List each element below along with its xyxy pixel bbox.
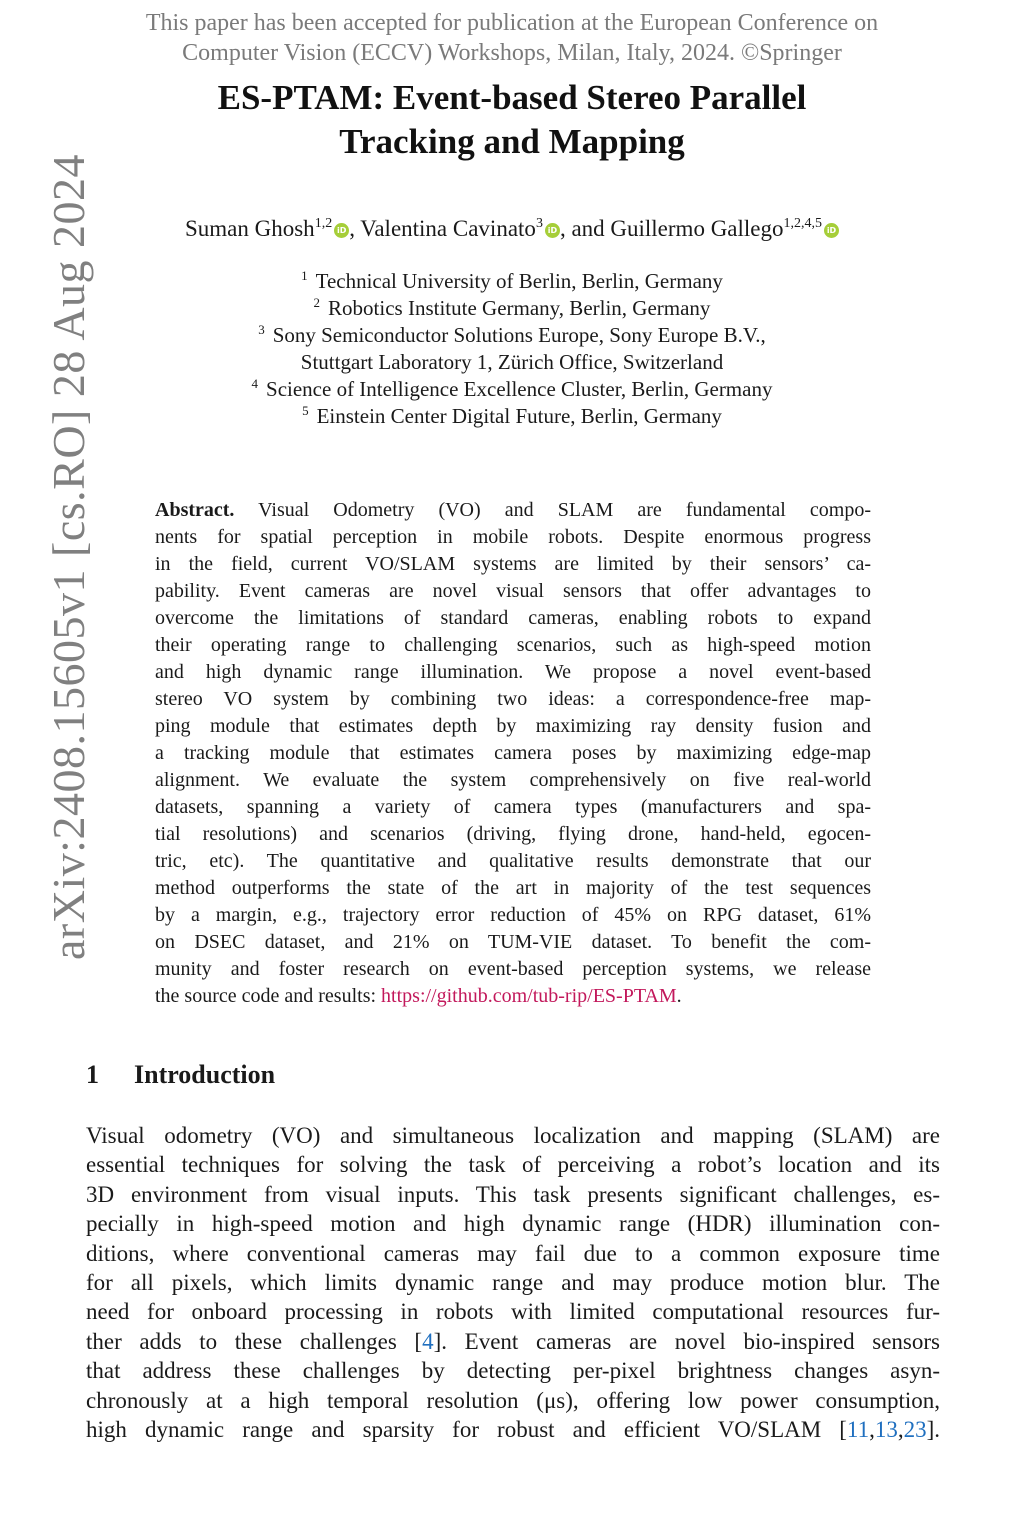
body-line: that address these challenges by detecting per-pixel brightness changes asyn- bbox=[86, 1358, 940, 1384]
abstract-line: and high dynamic range illumination. We propose a novel event-based bbox=[155, 661, 871, 683]
author-affil-marker: 3 bbox=[535, 216, 543, 231]
section-title: Introduction bbox=[134, 1060, 276, 1089]
abstract-text: the source code and results: bbox=[155, 985, 382, 1007]
author-separator: , and bbox=[559, 216, 611, 241]
abstract-line: in the field, current VO/SLAM systems are limited by their sensors’ ca- bbox=[155, 553, 871, 575]
orcid-icon[interactable]: iD bbox=[334, 223, 349, 238]
author-affil-marker: 1,2,4,5 bbox=[783, 216, 823, 231]
abstract-line: stereo VO system by combining two ideas: a correspondence-free map- bbox=[155, 688, 871, 710]
abstract-text: . bbox=[676, 985, 682, 1007]
author-name: Suman Ghosh bbox=[184, 216, 315, 241]
abstract-line: a tracking module that estimates camera poses by maximizing edge-map bbox=[155, 742, 871, 764]
abstract-line: their operating range to challenging scenarios, such as high-speed motion bbox=[155, 634, 871, 656]
body-line: ditions, where conventional cameras may fail due to a common exposure time bbox=[86, 1240, 940, 1266]
affiliation-text: Technical University of Berlin, Berlin, Germany bbox=[315, 269, 723, 293]
body-line: chronously at a high temporal resolution (μs), offering low power consumption, bbox=[86, 1387, 940, 1413]
body-text: ]. Event cameras are novel bio-inspired sensors bbox=[433, 1328, 940, 1354]
body-line: 3D environment from visual inputs. This task presents significant challenges, es- bbox=[86, 1181, 940, 1207]
author-affil-marker: 1,2 bbox=[314, 216, 333, 231]
paper-title bbox=[0, 76, 1024, 164]
affiliation-number: 1 bbox=[301, 268, 308, 283]
author-name: Valentina Cavinato bbox=[360, 216, 536, 241]
affiliation-number: 2 bbox=[313, 295, 321, 310]
orcid-icon[interactable]: iD bbox=[824, 223, 839, 238]
abstract-line: tric, etc). The quantitative and qualitative results demonstrate that our bbox=[155, 850, 871, 872]
abstract-line: nents for spatial perception in mobile robots. Despite enormous progress bbox=[155, 526, 871, 548]
code-link[interactable]: https://github.com/tub-rip/ES-PTAM bbox=[381, 985, 677, 1007]
affiliation-item bbox=[0, 349, 1024, 376]
abstract-line: method outperforms the state of the art in majority of the test sequences bbox=[155, 877, 871, 899]
author-list bbox=[0, 214, 1024, 244]
body-text: ther adds to these challenges [ bbox=[86, 1328, 423, 1354]
citation-link[interactable]: 23 bbox=[903, 1416, 927, 1442]
body-text: high dynamic range and sparsity for robust and efficient VO/SLAM [ bbox=[86, 1416, 847, 1442]
section-number: 1 bbox=[86, 1060, 99, 1089]
orcid-icon[interactable]: iD bbox=[545, 223, 560, 238]
citation-link[interactable]: 13 bbox=[874, 1416, 898, 1442]
body-line bbox=[86, 1327, 940, 1356]
affiliation-number: 3 bbox=[258, 322, 265, 337]
section-heading bbox=[86, 1058, 275, 1092]
abstract-line bbox=[155, 497, 871, 524]
abstract-text: Visual Odometry (VO) and SLAM are fundamental compo- bbox=[234, 499, 871, 521]
title-line: ES-PTAM: Event-based Stereo Parallel bbox=[217, 78, 807, 117]
body-line: need for onboard processing in robots with limited computational resources fur- bbox=[86, 1299, 940, 1325]
affiliation-text: Science of Intelligence Excellence Cluster, Berlin, Germany bbox=[266, 377, 773, 401]
affiliation-item bbox=[0, 376, 1024, 403]
abstract-label: Abstract. bbox=[155, 499, 235, 521]
affiliation-number: 5 bbox=[302, 403, 309, 418]
abstract-line: ping module that estimates depth by maximizing ray density fusion and bbox=[155, 715, 871, 737]
body-text: ]. bbox=[926, 1416, 940, 1442]
abstract-line: alignment. We evaluate the system comprehensively on five real-world bbox=[155, 769, 871, 791]
citation-link[interactable]: 11 bbox=[846, 1416, 870, 1442]
author-name: Guillermo Gallego bbox=[610, 216, 784, 241]
citation-separator: , bbox=[897, 1416, 904, 1442]
title-line: Tracking and Mapping bbox=[339, 122, 685, 161]
publication-notice bbox=[0, 8, 1024, 68]
affiliation-item bbox=[0, 295, 1024, 322]
affiliation-list bbox=[0, 268, 1024, 430]
affiliation-item bbox=[0, 268, 1024, 295]
abstract-line: by a margin, e.g., trajectory error reduction of 45% on RPG dataset, 61% bbox=[155, 904, 871, 926]
body-line bbox=[86, 1415, 940, 1444]
body-line: essential techniques for solving the task of perceiving a robot’s location and its bbox=[86, 1152, 940, 1178]
affiliation-number: 4 bbox=[251, 376, 259, 391]
affiliation-text: Stuttgart Laboratory 1, Zürich Office, Switzerland bbox=[300, 350, 724, 374]
abstract-line: tial resolutions) and scenarios (driving, flying drone, hand-held, egocen- bbox=[155, 823, 871, 845]
abstract bbox=[155, 497, 871, 1010]
publication-notice-line: Computer Vision (ECCV) Workshops, Milan, Italy, 2024. ©Springer bbox=[182, 40, 842, 66]
body-line: Visual odometry (VO) and simultaneous localization and mapping (SLAM) are bbox=[86, 1123, 940, 1148]
introduction-body bbox=[86, 1121, 940, 1444]
citation-separator: , bbox=[869, 1416, 875, 1442]
affiliation-text: Robotics Institute Germany, Berlin, Germany bbox=[328, 296, 711, 320]
body-line: pecially in high-speed motion and high dynamic range (HDR) illumination con- bbox=[86, 1211, 940, 1237]
publication-notice-line: This paper has been accepted for publication at the European Conference on bbox=[145, 10, 879, 36]
citation-link[interactable]: 4 bbox=[422, 1328, 434, 1354]
abstract-line: datasets, spanning a variety of camera types (manufacturers and spa- bbox=[155, 796, 871, 818]
author-separator: , bbox=[349, 216, 361, 241]
abstract-line: pability. Event cameras are novel visual sensors that offer advantages to bbox=[155, 580, 871, 602]
affiliation-item bbox=[0, 403, 1024, 430]
abstract-line: munity and foster research on event-based perception systems, we release bbox=[155, 958, 871, 980]
body-line: for all pixels, which limits dynamic range and may produce motion blur. The bbox=[86, 1269, 940, 1295]
abstract-line bbox=[155, 983, 871, 1010]
affiliation-item bbox=[0, 322, 1024, 349]
arxiv-identifier: arXiv:2408.15605v1 [cs.RO] 28 Aug 2024 bbox=[43, 153, 94, 960]
affiliation-text: Einstein Center Digital Future, Berlin, Germany bbox=[316, 404, 722, 428]
affiliation-text: Sony Semiconductor Solutions Europe, Sony Europe B.V., bbox=[272, 323, 766, 347]
abstract-line: overcome the limitations of standard cameras, enabling robots to expand bbox=[155, 607, 871, 629]
abstract-line: on DSEC dataset, and 21% on TUM-VIE dataset. To benefit the com- bbox=[155, 931, 871, 953]
